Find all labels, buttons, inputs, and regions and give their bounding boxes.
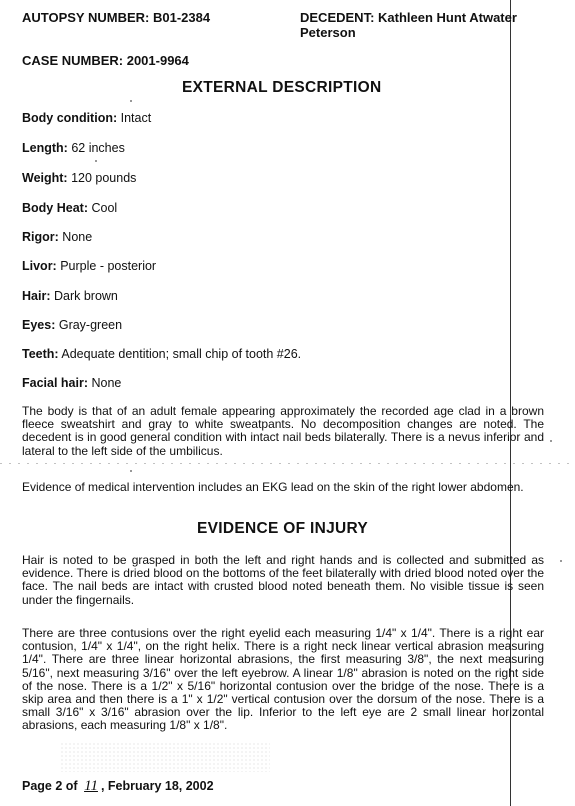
external-paragraph-1: The body is that of an adult female appearing approximately the recorded age clad in a brown fleece sweatshirt and gray to white sweatpants. No decomposition changes are noted. The decedent is in good general condition with intact nail beds bilaterally. There is a nevus inferior and lateral to the left side of the umbilicus.	[22, 404, 544, 458]
decedent-name	[300, 10, 517, 40]
field-label: Body Heat:	[22, 201, 88, 215]
field-hair	[22, 289, 118, 304]
field-teeth	[22, 347, 301, 362]
footer-date: , February 18, 2002	[100, 779, 214, 793]
field-value: Purple - posterior	[60, 259, 157, 273]
external-paragraph-2: Evidence of medical intervention includes an EKG lead on the skin of the right lower abdomen.	[22, 480, 524, 494]
field-label: Length:	[22, 141, 68, 155]
field-body-heat	[22, 201, 117, 216]
footer-total-pages: 11	[84, 778, 98, 794]
injury-paragraph-1: Hair is noted to be grasped in both the left and right hands and is collected and submitted as evidence. There is dried blood on the bottoms of the feet bilaterally with dried blood noted over the face. The nail beds are intact with crusted blood noted beneath them. No visible tissue is seen under the fingernails.	[22, 553, 544, 607]
page-footer	[22, 778, 214, 795]
field-label: Livor:	[22, 259, 57, 273]
scan-speck	[130, 470, 132, 472]
field-label: Hair:	[22, 289, 51, 303]
scan-dotted-line	[0, 463, 575, 464]
field-value: None	[62, 230, 93, 244]
scan-speck	[560, 560, 562, 562]
field-label: Facial hair:	[22, 376, 88, 390]
field-value: Gray-green	[58, 318, 123, 332]
field-label: Weight:	[22, 171, 68, 185]
scan-speck	[95, 160, 97, 162]
field-livor	[22, 259, 156, 274]
footer-prefix: Page 2 of	[22, 779, 78, 793]
field-value: 62 inches	[71, 141, 125, 155]
case-number: CASE NUMBER: 2001-9964	[22, 53, 189, 68]
scan-speck	[550, 440, 552, 442]
field-label: Teeth:	[22, 347, 59, 361]
field-length	[22, 141, 125, 156]
field-facial-hair	[22, 376, 121, 391]
field-value: Adequate dentition; small chip of tooth #26.	[61, 347, 302, 361]
decedent-line-1: DECEDENT: Kathleen Hunt Atwater	[300, 10, 517, 25]
field-label: Rigor:	[22, 230, 59, 244]
field-body-condition	[22, 111, 151, 126]
field-eyes	[22, 318, 122, 333]
field-value: Dark brown	[53, 289, 118, 303]
injury-paragraph-2: There are three contusions over the right eyelid each measuring 1/4" x 1/4". There is a right ear contusion, 1/4" x 1/4", on the right helix. There is a right neck linear vertical abrasion measuring 1/4". There are three linear horizontal abrasions, the first measuring 3/8", the next measuring 5/16", next measuring 3/16" over the left eyebrow. A linear 1/8" abrasion is noted on the right side of the nose. There is a 1/2" x 5/16" horizontal contusion over the bridge of the nose. There is a skip area and then there is a 1" x 1/2" vertical contusion over the dorsum of the nose. There is a small 3/16" x 3/16" abrasion over the lip. Inferior to the left eye are 2 small linear horizontal abrasions, each measuring 1/8" x 1/8".	[22, 626, 544, 733]
autopsy-number: AUTOPSY NUMBER: B01-2384	[22, 10, 211, 25]
field-label: Body condition:	[22, 111, 118, 125]
scan-noise	[60, 742, 270, 772]
decedent-line-2: Peterson	[300, 25, 356, 40]
field-value: None	[91, 376, 122, 390]
field-value: Cool	[91, 201, 118, 215]
field-value: 120 pounds	[71, 171, 137, 185]
external-description-title: EXTERNAL DESCRIPTION	[182, 79, 382, 96]
field-weight	[22, 171, 136, 186]
scan-speck	[130, 100, 132, 102]
field-label: Eyes:	[22, 318, 56, 332]
field-value: Intact	[120, 111, 152, 125]
field-rigor	[22, 230, 92, 245]
evidence-of-injury-title: EVIDENCE OF INJURY	[197, 520, 369, 537]
